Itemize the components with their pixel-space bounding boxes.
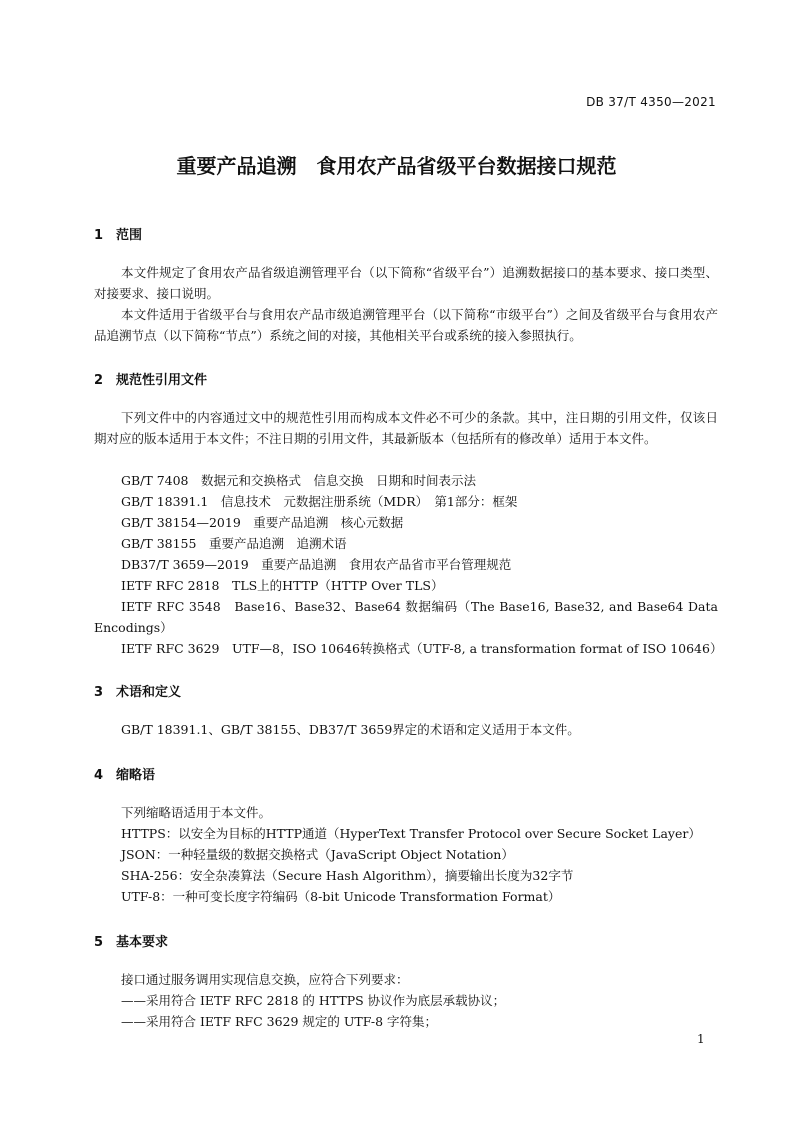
- page-number: 1: [697, 1032, 705, 1046]
- abbreviation-line: 下列缩略语适用于本文件。: [121, 805, 272, 820]
- section-3-heading: 3 术语和定义: [94, 685, 182, 700]
- reference-item: GB/T 38154—2019 重要产品追溯 核心元数据: [121, 515, 404, 530]
- requirement-line: ——采用符合 IETF RFC 2818 的 HTTPS 协议作为底层承载协议；: [121, 993, 506, 1008]
- requirement-line: 接口通过服务调用实现信息交换，应符合下列要求：: [121, 972, 409, 987]
- abbreviation-line: HTTPS：以安全为目标的HTTP通道（HyperText Transfer Protocol over Secure Socket Layer）: [121, 826, 701, 841]
- section-4-heading: 4 缩略语: [94, 768, 156, 783]
- section-1-paragraph-2: 本文件适用于省级平台与食用农产品市级追溯管理平台（以下简称“市级平台”）之间及省级平台与食用农产品追溯节点（以下简称“节点”）系统之间的对接，其他相关平台或系统的接入参照执行。: [94, 307, 718, 343]
- section-2-heading: 2 规范性引用文件: [94, 373, 208, 388]
- section-5-heading: 5 基本要求: [94, 935, 169, 950]
- standard-code: DB 37/T 4350—2021: [586, 95, 716, 109]
- document-title: 重要产品追溯 食用农产品省级平台数据接口规范: [176, 154, 617, 178]
- reference-item: DB37/T 3659—2019 重要产品追溯 食用农产品省市平台管理规范: [121, 557, 512, 572]
- reference-item: GB/T 7408 数据元和交换格式 信息交换 日期和时间表示法: [121, 473, 477, 488]
- section-3-paragraph-1: GB/T 18391.1、GB/T 38155、DB37/T 3659界定的术语和定义适用于本文件。: [121, 722, 580, 737]
- reference-item: IETF RFC 2818 TLS上的HTTP（HTTP Over TLS）: [121, 578, 444, 593]
- requirement-line: ——采用符合 IETF RFC 3629 规定的 UTF-8 字符集；: [121, 1014, 438, 1029]
- reference-item: IETF RFC 3548 Base16、Base32、Base64 数据编码（The Base16, Base32, and Base64 Data Encodings）: [94, 599, 718, 635]
- abbreviation-line: JSON：一种轻量级的数据交换格式（JavaScript Object Notation）: [121, 847, 514, 862]
- reference-item: GB/T 18391.1 信息技术 元数据注册系统（MDR） 第1部分：框架: [121, 494, 518, 509]
- section-2-paragraph-1: 下列文件中的内容通过文中的规范性引用而构成本文件必不可少的条款。其中，注日期的引用文件，仅该日期对应的版本适用于本文件；不注日期的引用文件，其最新版本（包括所有的修改单）适用于本文件。: [94, 410, 718, 446]
- section-1-heading: 1 范围: [94, 228, 143, 243]
- section-1-paragraph-1: 本文件规定了食用农产品省级追溯管理平台（以下简称“省级平台”）追溯数据接口的基本要求、接口类型、对接要求、接口说明。: [94, 265, 718, 301]
- reference-item: IETF RFC 3629 UTF—8，ISO 10646转换格式（UTF-8, a transformation format of ISO 10646）: [121, 641, 723, 656]
- abbreviation-line: SHA-256：安全杂凑算法（Secure Hash Algorithm），摘要输出长度为32字节: [121, 868, 574, 883]
- reference-item: GB/T 38155 重要产品追溯 追溯术语: [121, 536, 347, 551]
- abbreviation-line: UTF-8：一种可变长度字符编码（8-bit Unicode Transformation Format）: [121, 889, 561, 904]
